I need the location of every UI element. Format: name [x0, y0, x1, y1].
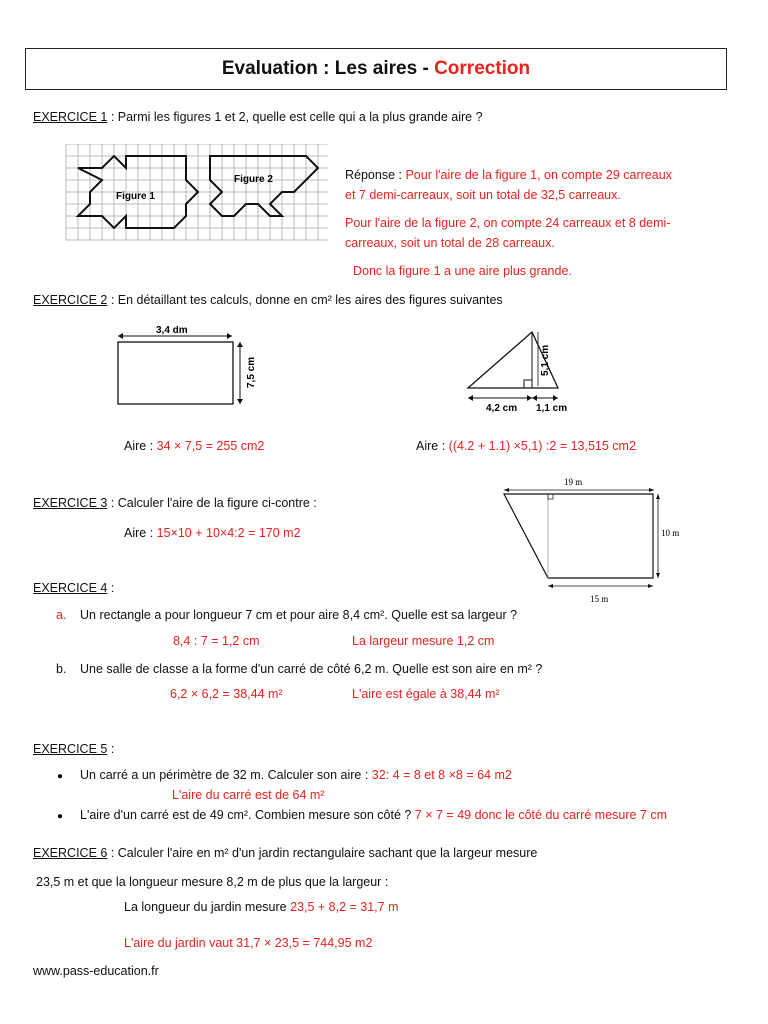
ex5-heading: EXERCICE 5 :: [33, 742, 115, 756]
right-angle-mark: [524, 380, 532, 388]
tri-base1-label: 4,2 cm: [486, 403, 518, 414]
ex3-question: EXERCICE 3 : Calculer l'aire de la figure ci-contre :: [33, 496, 317, 510]
rect-width-label: 3,4 dm: [156, 326, 188, 336]
ex4-b-calc: 6,2 × 6,2 = 38,44 m²: [170, 687, 283, 701]
figure-2-shape: [210, 156, 318, 216]
ex3-label: EXERCICE 3: [33, 496, 108, 510]
ex1-answer2-line2: carreaux, soit un total de 28 carreaux.: [345, 236, 555, 250]
ex6-question-line1: EXERCICE 6 : Calculer l'aire en m² d'un jardin rectangulaire sachant que la largeur mesure: [33, 846, 538, 860]
ex4-heading: EXERCICE 4 :: [33, 581, 115, 595]
ex2-rectangle-figure: [112, 326, 272, 406]
footer-site: www.pass-education.fr: [33, 964, 159, 978]
title-correction: Correction: [434, 58, 531, 79]
ex6-line1: La longueur du jardin mesure 23,5 + 8,2 = 31,7 m: [124, 900, 399, 914]
ex4-a-question: Un rectangle a pour longueur 7 cm et pour aire 8,4 cm². Quelle est sa largeur ?: [80, 608, 518, 622]
figure-2-label: Figure 2: [234, 174, 273, 185]
rect-height-label: 7,5 cm: [246, 356, 257, 388]
ex1-answer1-line2: et 7 demi-carreaux, soit un total de 32,5 carreaux.: [345, 188, 621, 202]
ex5-bullet-1: ●: [57, 771, 64, 782]
ex4-a-answer: La largeur mesure 1,2 cm: [352, 634, 495, 648]
ex6-label: EXERCICE 6: [33, 846, 108, 860]
ex1-label: EXERCICE 1: [33, 110, 108, 124]
ex3-side-dim: 10 m: [661, 528, 680, 538]
ex4-a-marker: a.: [56, 608, 67, 622]
ex3-bottom-dim: 15 m: [590, 594, 609, 604]
ex1-answer2-line1: Pour l'aire de la figure 2, on compte 24 carreaux et 8 demi-: [345, 216, 671, 230]
title-box: [25, 48, 727, 90]
trapezoid-right-angle: [548, 494, 553, 499]
tri-base2-label: 1,1 cm: [536, 403, 568, 414]
ex3-top-dim: 19 m: [564, 477, 583, 487]
trapezoid-shape: [504, 494, 653, 578]
page-title: Evaluation : Les aires - Correction: [221, 58, 531, 79]
ex3-answer: Aire : 15×10 + 10×4:2 = 170 m2: [124, 526, 301, 540]
ex3-trapezoid-figure: [498, 476, 690, 606]
ex5-bullet-2: ●: [57, 811, 64, 822]
ex2-label: EXERCICE 2: [33, 293, 108, 307]
ex1-answer1-line1: Réponse : Pour l'aire de la figure 1, on compte 29 carreaux: [345, 168, 672, 182]
ex5-item1-conclusion: L'aire du carré est de 64 m²: [172, 788, 325, 802]
ex1-conclusion: Donc la figure 1 a une aire plus grande.: [353, 264, 572, 278]
ex2-aire2: Aire : ((4.2 + 1.1) ×5,1) :2 = 13,515 cm2: [416, 439, 636, 453]
rectangle-shape: [118, 342, 233, 404]
ex4-label: EXERCICE 4: [33, 581, 108, 595]
ex2-triangle-figure: [462, 328, 582, 416]
ex4-b-question: Une salle de classe a la forme d'un carré de côté 6,2 m. Quelle est son aire en m² ?: [80, 662, 543, 676]
ex5-label: EXERCICE 5: [33, 742, 108, 756]
ex2-aire1: Aire : 34 × 7,5 = 255 cm2: [124, 439, 265, 453]
ex5-item1: Un carré a un périmètre de 32 m. Calculer son aire : 32: 4 = 8 et 8 ×8 = 64 m2: [80, 768, 512, 782]
ex6-question-line2: 23,5 m et que la longueur mesure 8,2 m de plus que la largeur :: [36, 875, 389, 889]
ex2-question: EXERCICE 2 : En détaillant tes calculs, donne en cm² les aires des figures suivantes: [33, 293, 503, 307]
ex4-a-calc: 8,4 : 7 = 1,2 cm: [173, 634, 260, 648]
tri-height-label: 5,1 cm: [540, 344, 551, 376]
figure-1-label: Figure 1: [116, 191, 155, 202]
ex5-item2: L'aire d'un carré est de 49 cm². Combien mesure son côté ? 7 × 7 = 49 donc le côté du carré mesure 7 cm: [80, 808, 668, 822]
ex1-question: EXERCICE 1 : Parmi les figures 1 et 2, quelle est celle qui a la plus grande aire ?: [33, 110, 483, 124]
ex1-grid-figure: [64, 144, 336, 244]
ex4-b-marker: b.: [56, 662, 67, 676]
ex4-b-answer: L'aire est égale à 38,44 m²: [352, 687, 500, 701]
ex6-line2: L'aire du jardin vaut 31,7 × 23,5 = 744,95 m2: [124, 936, 373, 950]
